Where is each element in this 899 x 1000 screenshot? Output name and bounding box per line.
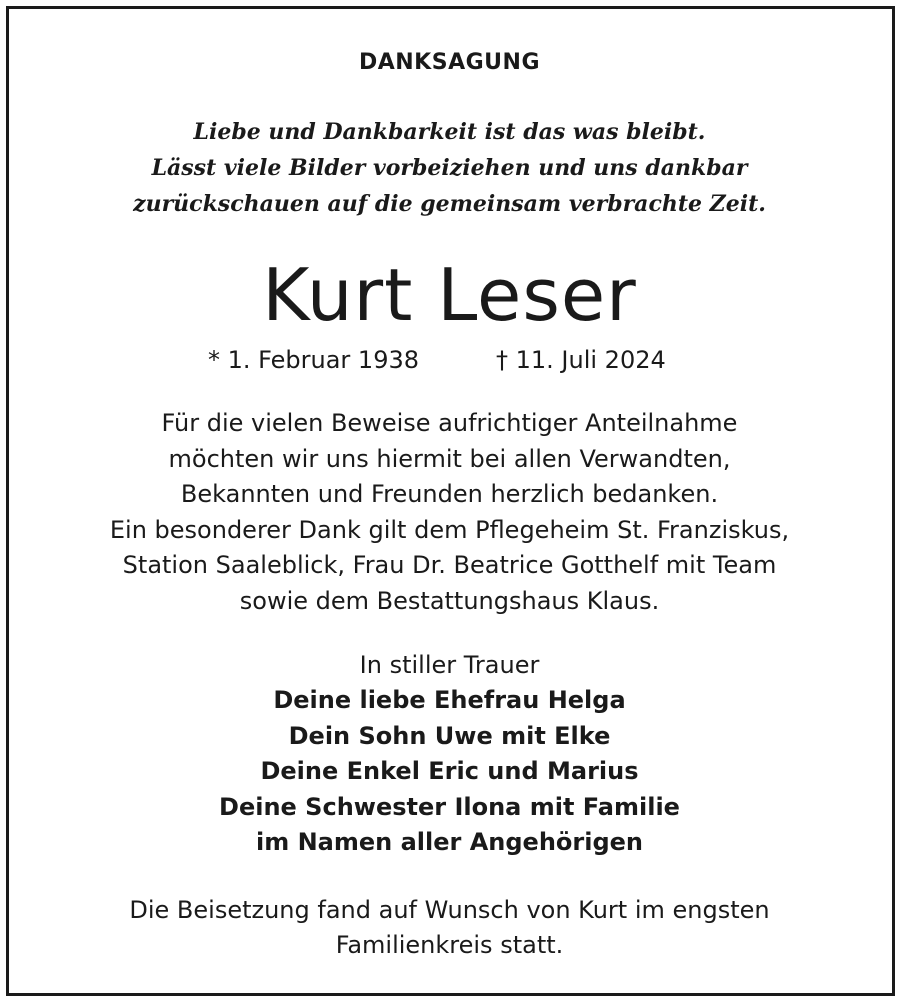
life-dates: [0, 342, 899, 378]
message-line: Bekannten und Freunden herzlich bedanken.: [180, 480, 719, 508]
motto-verse: [0, 114, 899, 222]
message-line: Ein besonderer Dank gilt dem Pflegeheim St. Franziskus,: [109, 515, 790, 544]
motto-line: Liebe und Dankbarkeit ist das was bleibt.: [193, 119, 706, 145]
thank-you-message: [0, 406, 899, 619]
motto-line: Lässt viele Bilder vorbeiziehen und uns dankbar: [151, 155, 748, 181]
message-line: sowie dem Bestattungshaus Klaus.: [239, 586, 660, 615]
death-date: † 11. Juli 2024: [496, 346, 666, 374]
message-line: Für die vielen Beweise aufrichtiger Anteilnahme: [161, 409, 738, 437]
signatory-line: im Namen aller Angehörigen: [255, 828, 643, 856]
message-line: Station Saaleblick, Frau Dr. Beatrice Gotthelf mit Team: [122, 551, 777, 579]
signatory-line: Deine liebe Ehefrau Helga: [273, 686, 626, 714]
signatory-line: Dein Sohn Uwe mit Elke: [288, 721, 611, 750]
signatories: [0, 683, 899, 861]
deceased-name: Kurt Leser: [262, 253, 637, 337]
mourning-intro: [0, 648, 899, 684]
signatory-line: Deine Enkel Eric und Marius: [260, 757, 639, 785]
signatory-line: Deine Schwester Ilona mit Familie: [219, 792, 680, 821]
closing-line: Die Beisetzung fand auf Wunsch von Kurt im engsten: [129, 896, 770, 924]
notice-heading: DANKSAGUNG: [358, 50, 540, 75]
motto-line: zurückschauen auf die gemeinsam verbrachte Zeit.: [133, 191, 766, 217]
mourning-intro-line: In stiller Trauer: [359, 651, 540, 679]
birth-date: * 1. Februar 1938: [208, 346, 420, 374]
message-line: möchten wir uns hiermit bei allen Verwandten,: [168, 444, 731, 473]
closing-note: [0, 893, 899, 963]
closing-line: Familienkreis statt.: [335, 931, 564, 959]
